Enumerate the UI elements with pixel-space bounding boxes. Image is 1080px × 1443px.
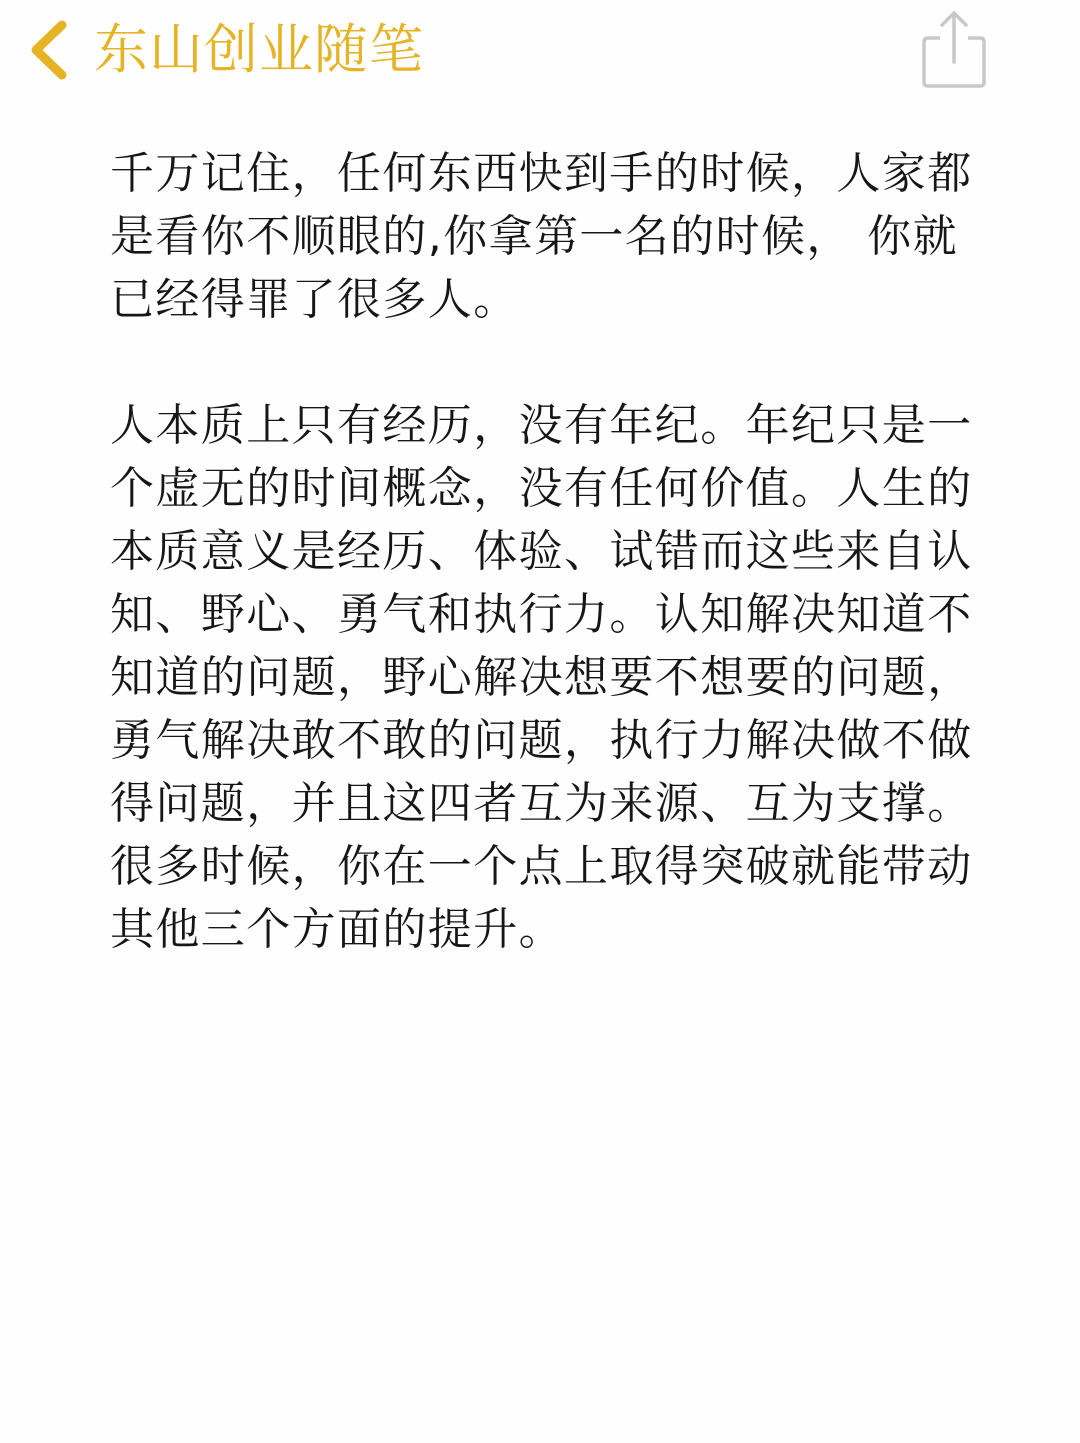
chevron-left-icon [22, 17, 74, 83]
note-paragraph: 人本质上只有经历，没有年纪。年纪只是一个虚无的时间概念，没有任何价值。人生的本质意义是经历、体验、试错而这些来自认知、野心、勇气和执行力。认知解决知道不知道的问题，野心解决想要不想要的问题，勇气解决敢不敢的问题，执行力解决做不做得问题，并且这四者互为来源、互为支撑。很多时候，你在一个点上取得突破就能带动其他三个方面的提升。 [110, 400, 973, 955]
nav-title: 东山创业随笔 [94, 18, 424, 81]
back-button[interactable] [22, 10, 424, 90]
share-button[interactable] [918, 8, 990, 90]
note-paragraph: 千万记住，任何东西快到手的时候，人家都是看你不顺眼的,你拿第一名的时候， 你就已经得罪了很多人。 [110, 148, 973, 325]
note-body[interactable] [110, 142, 980, 961]
navigation-bar [0, 0, 1080, 110]
share-icon [918, 8, 990, 90]
